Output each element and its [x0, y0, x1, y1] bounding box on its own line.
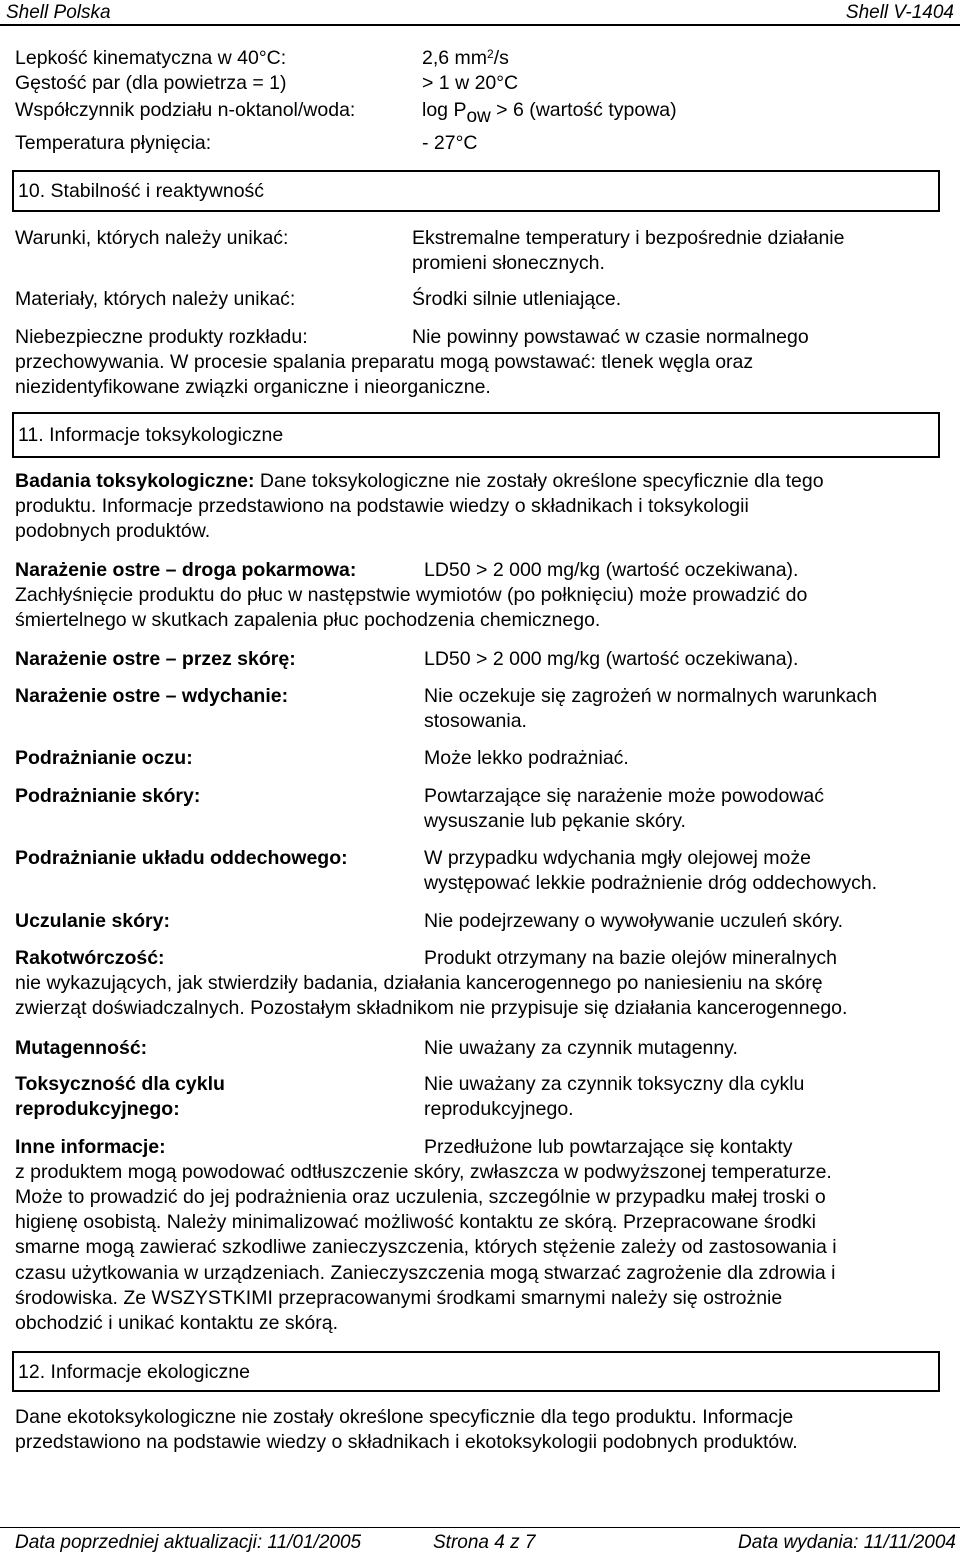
footer-rule [0, 1527, 960, 1528]
inhalation-line1: Nie oczekuje się zagrożeń w normalnych warunkach [424, 685, 878, 707]
repro-line2: reprodukcyjnego. [424, 1098, 574, 1120]
oral-label: Narażenie ostre – droga pokarmowa: [15, 559, 357, 581]
visc-value: 2,6 $mm^2/s$ [422, 47, 509, 69]
carcinogenicity-line3: zwierząt doświadczalnych. Pozostałym składnikom nie przypisuje się działania kancerogennego. [15, 997, 848, 1019]
section-11-header [12, 412, 940, 458]
respiratory-line2: występować lekkie podrażnienie dróg oddechowych. [424, 872, 878, 894]
respiratory-label: Podrażnianie układu oddechowego: [15, 847, 348, 869]
other-info-label: Inne informacje: [15, 1136, 166, 1158]
repro-line1: Nie uważany za czynnik toksyczny dla cyklu [424, 1073, 805, 1095]
decomposition-line2: przechowywania. W procesie spalania preparatu mogą powstawać: tlenek węgla oraz [15, 351, 754, 373]
dermal-label: Narażenie ostre – przez skórę: [15, 648, 296, 670]
carcinogenicity-label: Rakotwórczość: [15, 947, 165, 969]
eco-line1: Dane ekotoksykologiczne nie zostały określone specyficznie dla tego produktu. Informacje [15, 1406, 794, 1428]
visc-label: Lepkość kinematyczna w 40°C: [15, 47, 287, 69]
mutagenicity-label: Mutagenność: [15, 1037, 148, 1059]
skin-irritation-label: Podrażnianie skóry: [15, 785, 201, 807]
avoid-materials-label: Materiały, których należy unikać: [15, 288, 296, 310]
pour-label: Temperatura płynięcia: [15, 132, 212, 154]
avoid-conditions-label: Warunki, których należy unikać: [15, 227, 289, 249]
section-10-title: 10. Stabilność i reaktywność [18, 180, 265, 202]
studies-label: Badania toksykologiczne: [15, 470, 255, 492]
vapor-value: > 1 w 20°C [422, 72, 519, 94]
footer-page-number: Strona 4 z 7 [433, 1532, 536, 1553]
other-info-line4: higienę osobistą. Należy minimalizować możliwość kontaktu ze skórą. Przepracowane środki [15, 1211, 816, 1233]
other-info-line3: Może to prowadzić do jej podrażnienia oraz uczulenia, szczególnie w przypadku małej troski o [15, 1186, 826, 1208]
section-12-header [12, 1351, 940, 1392]
mutagenicity-value: Nie uważany za czynnik mutagenny. [424, 1037, 738, 1059]
footer-previous-update: Data poprzedniej aktualizacji: 11/01/2005 [15, 1532, 362, 1553]
header-rule [0, 24, 960, 26]
inhalation-label: Narażenie ostre – wdychanie: [15, 685, 289, 707]
eye-irritation-label: Podrażnianie oczu: [15, 747, 193, 769]
oral-line3: śmiertelnego w skutkach zapalenia płuc pochodzenia chemicznego. [15, 609, 601, 631]
other-info-line8: obchodzić i unikać kontaktu ze skórą. [15, 1312, 339, 1334]
other-info-line5: smarne mogą zawierać szkodliwe zanieczyszczenia, których stężenie zależy od zastosowania i [15, 1236, 837, 1258]
respiratory-line1: W przypadku wdychania mgły olejowej może [424, 847, 811, 869]
section-11-title: 11. Informacje toksykologiczne [18, 424, 284, 446]
header-product-code: Shell V-1404 [845, 2, 954, 23]
oral-line2: Zachłyśnięcie produktu do płuc w następstwie wymiotów (po połknięciu) może prowadzić do [15, 584, 808, 606]
decomposition-line3: niezidentyfikowane związki organiczne i nieorganiczne. [15, 376, 491, 398]
pour-value: - 27°C [422, 132, 478, 154]
repro-label-line2: reprodukcyjnego: [15, 1098, 180, 1120]
other-info-line2: z produktem mogą powodować odtłuszczenie skóry, zwłaszcza w podwyższonej temperaturze. [15, 1161, 832, 1183]
footer-issue-date: Data wydania: 11/11/2004 [738, 1532, 956, 1553]
sensitization-value: Nie podejrzewany o wywoływanie uczuleń skóry. [424, 910, 844, 932]
oral-value: LD50 > 2 000 mg/kg (wartość oczekiwana). [424, 559, 799, 581]
repro-label-line1: Toksyczność dla cyklu [15, 1073, 225, 1095]
partition-label: Współczynnik podziału n-oktanol/woda: [15, 99, 356, 121]
studies-line2: produktu. Informacje przedstawiono na podstawie wiedzy o składnikach i toksykologii [15, 495, 749, 517]
sensitization-label: Uczulanie skóry: [15, 910, 170, 932]
avoid-materials-value: Środki silnie utleniające. [412, 288, 622, 310]
eco-line2: przedstawiono na podstawie wiedzy o składnikach i ekotoksykologii podobnych produktów. [15, 1431, 798, 1453]
vapor-label: Gęstość par (dla powietrza = 1) [15, 72, 287, 94]
other-info-line7: środowiska. Ze WSZYSTKIMI przepracowanymi środkami smarnymi należy się ostrożnie [15, 1287, 783, 1309]
carcinogenicity-line1: Produkt otrzymany na bazie olejów mineralnych [424, 947, 837, 969]
partition-value: $\log P_{ow} > 6$ (wartość typowa) [422, 99, 677, 127]
carcinogenicity-line2: nie wykazujących, jak stwierdziły badania, działania kancerogennego po naniesieniu na skórę [15, 972, 823, 994]
section-10-header [12, 170, 940, 212]
studies-line3: podobnych produktów. [15, 520, 211, 542]
inhalation-line2: stosowania. [424, 710, 527, 732]
avoid-conditions-line1: Ekstremalne temperatury i bezpośrednie działanie [412, 227, 845, 249]
other-info-line6: czasu użytkowania w urządzeniach. Zanieczyszczenia mogą stwarzać zagrożenie dla zdrowia i [15, 1262, 836, 1284]
decomposition-line1: Nie powinny powstawać w czasie normalnego [412, 326, 809, 348]
header-company: Shell Polska [6, 2, 111, 23]
decomposition-label: Niebezpieczne produkty rozkładu: [15, 326, 308, 348]
skin-irritation-line1: Powtarzające się narażenie może powodować [424, 785, 824, 807]
skin-irritation-line2: wysuszanie lub pękanie skóry. [424, 810, 686, 832]
avoid-conditions-line2: promieni słonecznych. [412, 252, 605, 274]
eye-irritation-value: Może lekko podrażniać. [424, 747, 629, 769]
section-12-title: 12. Informacje ekologiczne [18, 1361, 250, 1383]
studies-line1: Badania toksykologiczne: Dane toksykologiczne nie zostały określone specyficznie dla tego [15, 470, 824, 492]
other-info-line1: Przedłużone lub powtarzające się kontakty [424, 1136, 793, 1158]
dermal-value: LD50 > 2 000 mg/kg (wartość oczekiwana). [424, 648, 799, 670]
